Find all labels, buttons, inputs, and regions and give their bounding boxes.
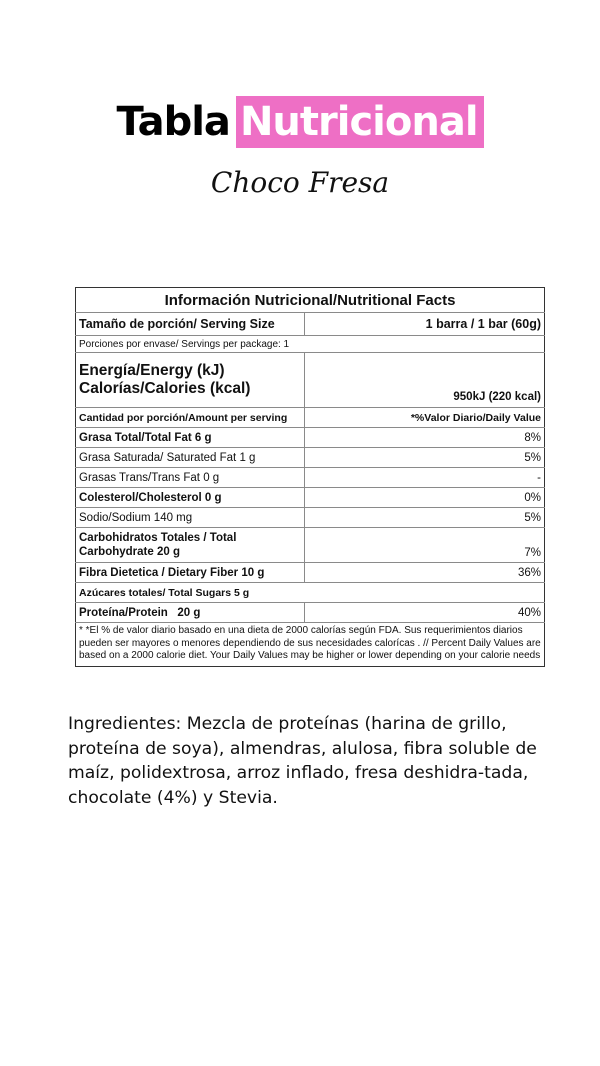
- table-header-row: [76, 288, 545, 313]
- energy-label-cell: [76, 353, 305, 408]
- table-row: [76, 468, 545, 488]
- servings-per-package: Porciones por envase/ Servings per package: 1: [76, 336, 545, 353]
- serving-size-label: Tamaño de porción/ Serving Size: [76, 313, 305, 336]
- serving-size-value: 1 barra / 1 bar (60g): [305, 313, 545, 336]
- amount-per-serving-label: Cantidad por porción/Amount per serving: [76, 408, 305, 428]
- product-name: Choco Fresa: [210, 166, 390, 199]
- fiber-row: [76, 563, 545, 583]
- carbohydrate-label-cell: [76, 528, 305, 563]
- nutrition-facts-table: [75, 287, 545, 667]
- amount-per-serving-row: [76, 408, 545, 428]
- fiber-label: Fibra Dietetica / Dietary Fiber 10 g: [76, 563, 305, 583]
- nutrient-label: Grasas Trans/Trans Fat 0 g: [76, 468, 305, 488]
- nutrient-value: -: [305, 468, 545, 488]
- nutrient-label: Sodio/Sodium 140 mg: [76, 508, 305, 528]
- title-nutricional: Nutricional: [236, 96, 484, 148]
- nutrient-value: 0%: [305, 488, 545, 508]
- energy-label-kcal: Calorías/Calories (kcal): [79, 380, 251, 397]
- footnote: * *El % de valor diario basado en una dieta de 2000 calorías según FDA. Sus requerimientos diarios pueden ser mayores o menores dependiendo de sus necesidades calorícas . // Percent Daily Values are based on a 2000 calorie diet. Your Daily Values may be higher or lower depending on your calorie needs: [76, 623, 545, 667]
- table-row: [76, 508, 545, 528]
- carbohydrate-row: [76, 528, 545, 563]
- fiber-value: 36%: [305, 563, 545, 583]
- table-row: [76, 488, 545, 508]
- nutrient-label: Grasa Saturada/ Saturated Fat 1 g: [76, 448, 305, 468]
- ingredients-text: Ingredientes: Mezcla de proteínas (harina de grillo, proteína de soya), almendras, alulosa, fibra soluble de maíz, polidextrosa, arroz inflado, fresa deshidra-tada, chocolate (4%) y Stevia.: [68, 714, 537, 808]
- table-row: [76, 428, 545, 448]
- carbohydrate-value: 7%: [305, 528, 545, 563]
- table-header: Información Nutricional/Nutritional Facts: [164, 291, 456, 309]
- energy-label-kj: Energía/Energy (kJ): [79, 362, 225, 379]
- daily-value-label: *%Valor Diario/Daily Value: [305, 408, 545, 428]
- protein-row: [76, 603, 545, 623]
- sugars-row: [76, 583, 545, 603]
- protein-label: Proteína/Protein 20 g: [76, 603, 305, 623]
- sugars-label: Azúcares totales/ Total Sugars 5 g: [76, 583, 545, 603]
- nutrient-label: Grasa Total/Total Fat 6 g: [76, 428, 305, 448]
- footnote-row: [76, 623, 545, 667]
- energy-row: [76, 353, 545, 408]
- title-tabla: Tabla: [116, 99, 230, 145]
- nutrient-value: 5%: [305, 448, 545, 468]
- serving-size-row: [76, 313, 545, 336]
- table-row: [76, 448, 545, 468]
- nutrient-value: 8%: [305, 428, 545, 448]
- carbohydrate-label-es: Carbohidratos Totales / Total: [79, 532, 237, 544]
- carbohydrate-label-en: Carbohydrate 20 g: [79, 546, 180, 558]
- nutrient-value: 5%: [305, 508, 545, 528]
- protein-value: 40%: [305, 603, 545, 623]
- nutrient-label: Colesterol/Cholesterol 0 g: [76, 488, 305, 508]
- page-title: [0, 96, 600, 148]
- servings-per-package-row: [76, 336, 545, 353]
- energy-value: 950kJ (220 kcal): [305, 353, 545, 408]
